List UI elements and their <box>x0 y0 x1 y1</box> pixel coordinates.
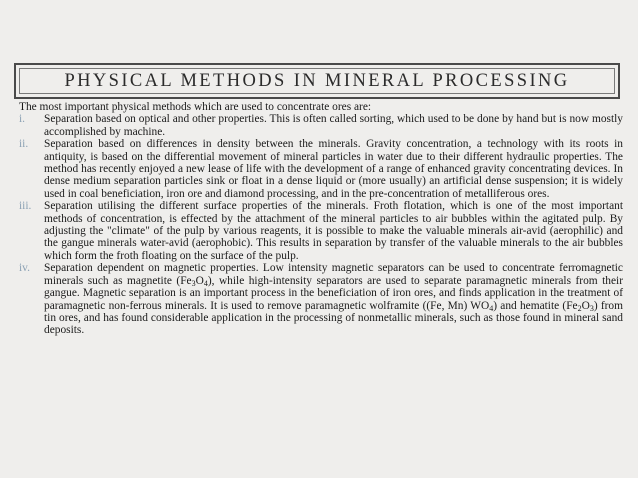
item-text: Separation based on optical and other properties. This is often called sorting, which used to be done by hand but is now mostly accomplished by machine. <box>44 113 623 138</box>
intro-paragraph: The most important physical methods which are used to concentrate ores are: <box>19 101 372 113</box>
subscript: 3 <box>191 278 196 288</box>
list-item <box>19 200 623 262</box>
methods-list <box>19 113 623 336</box>
text-segment: Separation dependent on magnetic properties. Low intensity magnetic separators can be used to concentrate ferromagnetic minerals such as magnetite (Fe <box>44 262 623 287</box>
text-segment: ) and hematite (Fe <box>493 299 578 312</box>
item-text: Separation utilising the different surface properties of the minerals. Froth flotation, which is one of the most important methods of concentration, is effected by the attachment of the mineral particles to air bubbles within the agitated pulp. By adjusting the "climate" of the pulp by various reagents, it is possible to make the valuable minerals air-avid (aerophilic) and the gangue minerals water-avid (aerophobic). This results in separation by transfer of the valuable minerals to the air bubbles which form the froth floating on the surface of the pulp. <box>44 200 623 262</box>
subscript: 3 <box>589 303 594 313</box>
text-segment: O <box>195 274 204 287</box>
text-segment: O <box>581 299 590 312</box>
item-number: iii. <box>19 200 32 213</box>
list-item <box>19 113 623 138</box>
item-text: Separation based on differences in density between the minerals. Gravity concentration, a technology with its roots in antiquity, is based on the differential movement of mineral particles in water due to their different hydraulic properties. The method has recently enjoyed a new lease of life with the development of a range of enhanced gravity concentrating devices. In dense medium separation particles sink or float in a dense liquid or (more usually) an artificial dense suspension; it is widely used in coal beneficiation, iron ore and diamond processing, and in the pre-concentration of metalliferous ores. <box>44 138 623 200</box>
item-number: i. <box>19 113 26 126</box>
item-text <box>44 262 623 336</box>
page-title: PHYSICAL METHODS IN MINERAL PROCESSING <box>64 70 570 91</box>
item-number: ii. <box>19 138 29 151</box>
text-segment: ), while high-intensity separators are used to separate paramagnetic minerals from their gangue. Magnetic separation is an important process in the beneficiation of iron ores, and finds application in the treatment of paramagnetic non-ferrous minerals. It is used to remove paramagnetic wolframite ((Fe, Mn) WO <box>44 274 623 312</box>
subscript: 2 <box>577 303 582 313</box>
text-segment: ) from tin ores, and has found considerable application in the processing of nonmetallic minerals, such as those found in mineral sand deposits. <box>44 299 623 337</box>
list-item <box>19 138 623 200</box>
subscript: 4 <box>203 278 208 288</box>
item-number: iv. <box>19 262 30 275</box>
body-content <box>19 101 623 337</box>
list-item <box>19 262 623 336</box>
title-box <box>14 63 620 99</box>
subscript: 4 <box>489 303 494 313</box>
